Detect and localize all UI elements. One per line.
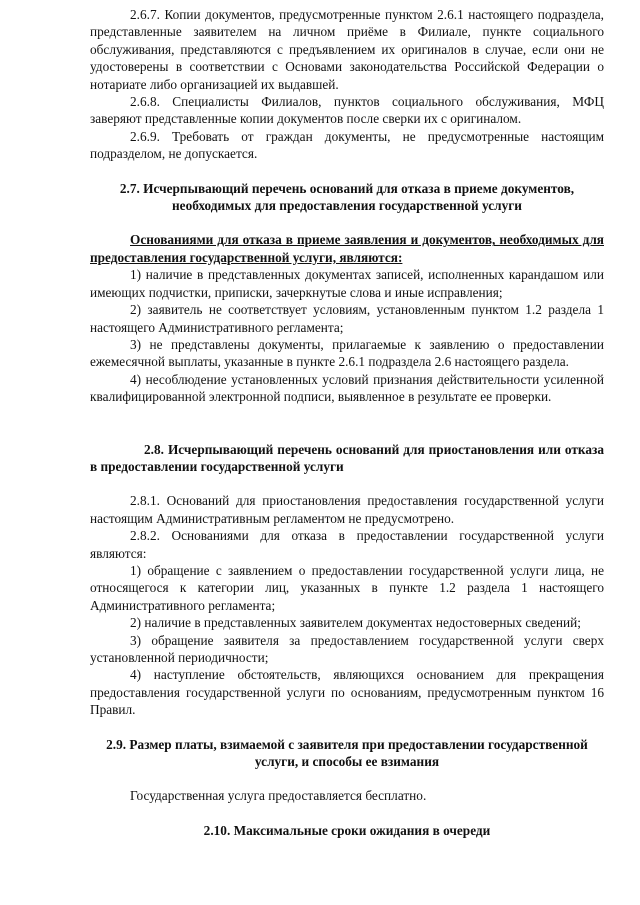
list-item-2-7-2: 2) заявитель не соответствует условиям, установленным пунктом 1.2 раздела 1 настоящего Административного регламента; <box>90 302 604 335</box>
paragraph-2-9: Государственная услуга предоставляется бесплатно. <box>130 788 427 804</box>
paragraph-2-6-7: 2.6.7. Копии документов, предусмотренные пунктом 2.6.1 настоящего подраздела, представленные заявителем на личном приёме в Филиале, пункте социального обслуживания, представляются с предъявлением их оригиналов в случае, если они не удостоверены в соответствии с Основами законодательства Российской Федерации о нотариате либо организацией их выдавшей. <box>90 7 604 92</box>
list-item-2-8-3: 3) обращение заявителя за предоставлением государственной услуги сверх установленной периодичности; <box>90 632 604 665</box>
heading-2-10: 2.10. Максимальные сроки ожидания в очереди <box>203 822 491 838</box>
lead-2-7-text: Основаниями для отказа в приеме заявления и документов, необходимых для предоставления государственной услуги, являются: <box>90 232 604 265</box>
paragraph-2-6-9: 2.6.9. Требовать от граждан документы, не предусмотренные настоящим подразделом, не допускается. <box>90 128 604 162</box>
paragraph-2-8-1: 2.8.1. Оснований для приостановления предоставления государственной услуги настоящим Административным регламентом не предусмотрено. <box>90 493 604 526</box>
list-item-2-8-4: 4) наступление обстоятельств, являющихся основанием для прекращения предоставления государственной услуги по основаниям, предусмотренным пунктом 16 Правил. <box>90 667 604 718</box>
heading-2-7: 2.7. Исчерпывающий перечень оснований для отказа в приеме документов, необходимых для предоставления государственной услуги <box>119 180 575 214</box>
paragraph-2-6-8: 2.6.8. Специалисты Филиалов, пунктов социального обслуживания, МФЦ заверяют представленные копии документов после сверки их с оригиналом. <box>90 94 604 127</box>
list-item-2-8-2: 2) наличие в представленных заявителем документах недостоверных сведений; <box>130 615 581 631</box>
list-item-2-7-4: 4) несоблюдение установленных условий признания действительности усиленной квалифицированной электронной подписи, выявленное в результате ее проверки. <box>90 371 604 405</box>
heading-2-8: 2.8. Исчерпывающий перечень оснований для приостановления или отказа в предоставлении государственной услуги <box>90 441 604 474</box>
list-item-2-7-3: 3) не представлены документы, прилагаемые к заявлению о предоставлении ежемесячной выплаты, указанные в пункте 2.6.1 подраздела 2.6 настоящего раздела. <box>90 336 604 370</box>
lead-2-7 <box>90 231 604 266</box>
list-item-2-8-1: 1) обращение с заявлением о предоставлении государственной услуги лица, не относящегося к категории лиц, указанных в пункте 1.2 раздела 1 настоящего Административного регламента; <box>90 562 604 613</box>
heading-2-9: 2.9. Размер платы, взимаемой с заявителя при предоставлении государственной услуги, и способы ее взимания <box>106 736 588 770</box>
list-item-2-7-1: 1) наличие в представленных документах записей, исполненных карандашом или имеющих подчистки, приписки, зачеркнутые слова и иные исправления; <box>90 267 604 300</box>
document-page <box>90 6 604 839</box>
paragraph-2-8-2: 2.8.2. Основаниями для отказа в предоставлении государственной услуги являются: <box>90 528 604 561</box>
